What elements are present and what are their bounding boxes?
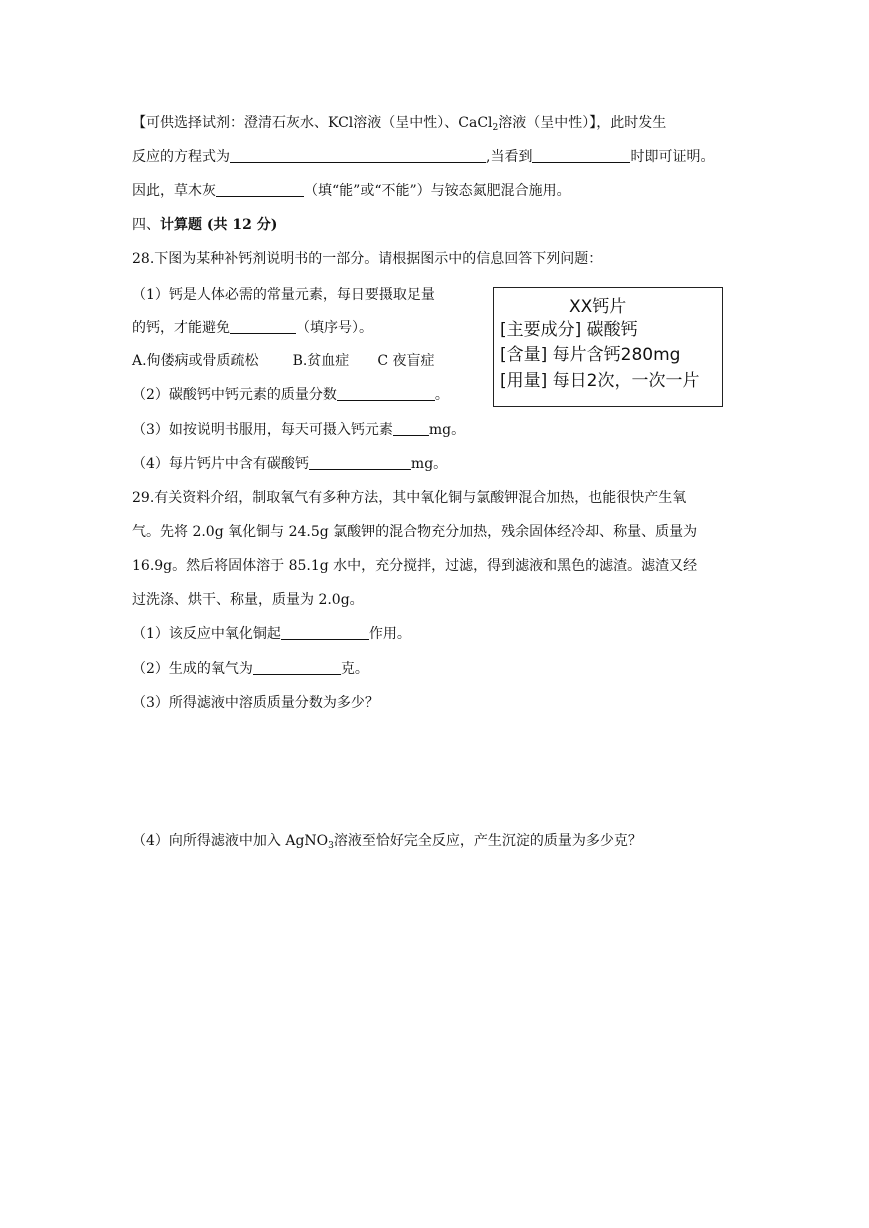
q28-option-a: A.佝偻病或骨质疏松 xyxy=(132,353,259,369)
q28-option-c: C 夜盲症 xyxy=(377,353,435,369)
conclusion-blank[interactable] xyxy=(216,181,304,197)
q28-part3-end: mg。 xyxy=(428,422,466,438)
conclusion-text-a: 因此，草木灰 xyxy=(132,183,216,199)
q28-part4-end: mg。 xyxy=(410,456,448,472)
q29-part1 xyxy=(132,624,411,644)
q29-part1-end: 作用。 xyxy=(368,626,411,642)
conclusion-line xyxy=(132,181,571,201)
label-title: XX钙片 xyxy=(569,297,627,317)
q29-part2 xyxy=(132,659,369,679)
q28-part4-text: （4）每片钙片中含有碳酸钙 xyxy=(132,456,309,472)
label-dosage: [用量] 每日2次，一次一片 xyxy=(500,371,700,391)
equation-text-a: 反应的方程式为 xyxy=(132,149,230,165)
q28-part2-text: （2）碳酸钙中钙元素的质量分数 xyxy=(132,387,337,403)
q29-part1-text: （1）该反应中氧化铜起 xyxy=(132,626,281,642)
equation-text-c: 时即可证明。 xyxy=(630,149,715,165)
label-ingredient: [主要成分] 碳酸钙 xyxy=(500,320,638,340)
q29-part1-blank[interactable] xyxy=(281,624,369,640)
section-prefix: 四、 xyxy=(132,217,160,233)
calcium-tablet-label xyxy=(493,287,723,407)
q29-part2-blank[interactable] xyxy=(253,659,341,675)
q29-stem-line1: 29.有关资料介绍，制取氧气有多种方法，其中氧化铜与氯酸钾混合加热，也能很快产生氧 xyxy=(132,490,687,506)
section-heading xyxy=(132,215,277,235)
q29-part2-text: （2）生成的氧气为 xyxy=(132,661,253,677)
q28-part3-text: （3）如按说明书服用，每天可摄入钙元素 xyxy=(132,422,393,438)
q28-part1-line2 xyxy=(132,318,373,338)
q28-part2-blank[interactable] xyxy=(337,385,435,401)
q29-part2-end: 克。 xyxy=(340,661,369,677)
label-content: [含量] 每片含钙280mg xyxy=(500,345,681,365)
q29-part4 xyxy=(132,831,642,851)
cacl2-subscript: 2 xyxy=(492,123,499,133)
q28-part1-text: 的钙，才能避免 xyxy=(132,320,230,336)
q28-part4-blank[interactable] xyxy=(309,454,411,470)
q28-part2 xyxy=(132,385,449,405)
q28-part4 xyxy=(132,454,447,474)
q29-part4-text-a: （4）向所得滤液中加入 AgNO xyxy=(132,833,329,849)
agno3-subscript: 3 xyxy=(328,841,334,851)
q28-part1-blank[interactable] xyxy=(230,318,296,334)
equation-line xyxy=(132,147,714,167)
reagents-line xyxy=(132,113,666,133)
q28-part3 xyxy=(132,420,465,440)
equation-blank[interactable] xyxy=(230,147,486,163)
q28-part2-end: 。 xyxy=(434,387,449,403)
q28-part3-blank[interactable] xyxy=(393,420,429,436)
q29-stem-line3: 16.9g。然后将固体溶于 85.1g 水中，充分搅拌，过滤，得到滤液和黑色的滤渣。滤渣又经 xyxy=(132,558,698,574)
q28-part1-line1: （1）钙是人体必需的常量元素，每日要摄取足量 xyxy=(132,287,435,303)
q28-part1-end: （填序号）。 xyxy=(296,320,373,336)
q28-options xyxy=(132,351,434,371)
q29-stem-line2: 气。先将 2.0g 氧化铜与 24.5g 氯酸钾的混合物充分加热，残余固体经冷却、称量、质量为 xyxy=(132,524,698,540)
equation-text-b: ,当看到 xyxy=(486,149,533,165)
q29-stem-line4: 过洗涤、烘干、称量，质量为 2.0g。 xyxy=(132,592,364,608)
observation-blank[interactable] xyxy=(532,147,630,163)
q29-part4-text-b: 溶液至恰好完全反应，产生沉淀的质量为多少克？ xyxy=(333,833,642,849)
q28-stem: 28.下图为某种补钙剂说明书的一部分。请根据图示中的信息回答下列问题： xyxy=(132,251,603,267)
reagents-text-a: 【可供选择试剂：澄清石灰水、KCl溶液（呈中性）、CaCl xyxy=(132,115,493,131)
reagents-text-b: 溶液（呈中性）】，此时发生 xyxy=(498,115,667,131)
conclusion-text-b: （填“能”或“不能”）与铵态氮肥混合施用。 xyxy=(304,183,571,199)
q29-part3: （3）所得滤液中溶质质量分数为多少？ xyxy=(132,695,379,711)
q28-option-b: B.贫血症 xyxy=(292,353,350,369)
section-title: 计算题 (共 12 分) xyxy=(160,217,278,233)
